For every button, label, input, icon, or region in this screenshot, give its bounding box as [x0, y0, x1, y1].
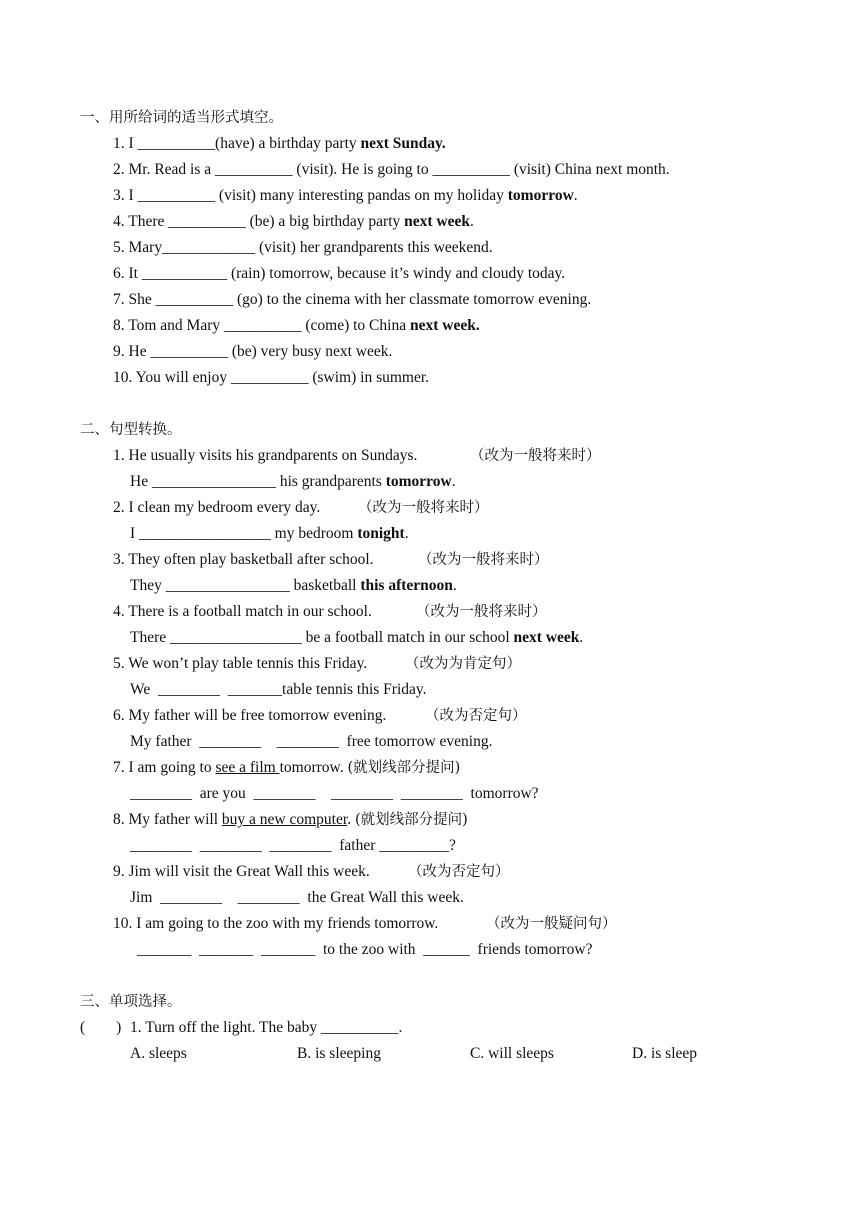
section1-heading: 一、用所给词的适当形式填空。 [80, 110, 283, 126]
transform-item-3-question: 3. They often play basketball after school. [113, 551, 374, 568]
fill-item-1: 1. I __________(have) a birthday party next Sunday. [113, 135, 446, 152]
fill-item-8: 8. Tom and Mary __________ (come) to China next week. [113, 317, 480, 334]
transform-item-9-answer: Jim ________ ________ the Great Wall this week. [130, 889, 464, 906]
mc-answer-bracket[interactable]: ( ) [80, 1019, 122, 1036]
transform-item-10-question: 10. I am going to the zoo with my friends tomorrow. [113, 915, 439, 932]
transform-item-5-answer: We ________ _______table tennis this Friday. [130, 681, 427, 698]
transform-item-10-instruction: （改为一般疑问句） [486, 916, 617, 932]
fill-item-9: 9. He __________ (be) very busy next week. [113, 343, 393, 360]
transform-item-2-instruction: （改为一般将来时） [358, 500, 489, 516]
transform-item-1-answer: He ________________ his grandparents tomorrow. [130, 473, 456, 490]
transform-item-6-question: 6. My father will be free tomorrow evening. [113, 707, 387, 724]
transform-item-5-question: 5. We won’t play table tennis this Friday. [113, 655, 368, 672]
transform-item-10-answer: _______ _______ _______ to the zoo with ______ friends tomorrow? [137, 941, 593, 958]
transform-item-3-instruction: （改为一般将来时） [418, 552, 549, 568]
underlined-phrase: see a film [215, 759, 280, 776]
mc-option-c[interactable]: C. will sleeps [470, 1045, 554, 1062]
section2-heading: 二、句型转换。 [80, 422, 182, 438]
transform-item-7-question: 7. I am going to see a film tomorrow. (就划线部分提问) [113, 759, 461, 776]
transform-item-4-answer: There _________________ be a football match in our school next week. [130, 629, 584, 646]
transform-item-8-question: 8. My father will buy a new computer. (就划线部分提问) [113, 811, 468, 828]
transform-item-8-answer: ________ ________ ________ father _________? [130, 837, 456, 854]
transform-item-2-question: 2. I clean my bedroom every day. [113, 499, 321, 516]
transform-item-7-instruction: (就划线部分提问) [347, 760, 461, 776]
transform-item-8-instruction: (就划线部分提问) [354, 812, 468, 828]
transform-item-5-instruction: （改为为肯定句） [405, 656, 521, 672]
transform-item-6-instruction: （改为否定句） [425, 708, 527, 724]
fill-item-10: 10. You will enjoy __________ (swim) in summer. [113, 369, 430, 386]
transform-item-7-answer: ________ are you ________ ________ ________ tomorrow? [130, 785, 539, 802]
transform-item-3-answer: They ________________ basketball this afternoon. [130, 577, 457, 594]
transform-item-6-answer: My father ________ ________ free tomorrow evening. [130, 733, 493, 750]
mc-option-d[interactable]: D. is sleep [632, 1045, 698, 1062]
mc-question-1: 1. Turn off the light. The baby __________. [130, 1019, 403, 1036]
transform-item-4-question: 4. There is a football match in our school. [113, 603, 372, 620]
fill-item-3: 3. I __________ (visit) many interesting pandas on my holiday tomorrow. [113, 187, 578, 204]
mc-option-b[interactable]: B. is sleeping [297, 1045, 381, 1062]
transform-item-1-instruction: （改为一般将来时） [470, 448, 601, 464]
fill-item-6: 6. It ___________ (rain) tomorrow, because it’s windy and cloudy today. [113, 265, 566, 282]
transform-item-9-instruction: （改为否定句） [408, 864, 510, 880]
fill-item-5: 5. Mary____________ (visit) her grandparents this weekend. [113, 239, 493, 256]
underlined-phrase: buy a new computer [221, 811, 348, 828]
fill-item-4: 4. There __________ (be) a big birthday party next week. [113, 213, 474, 230]
fill-item-7: 7. She __________ (go) to the cinema with her classmate tomorrow evening. [113, 291, 592, 308]
transform-item-9-question: 9. Jim will visit the Great Wall this week. [113, 863, 370, 880]
transform-item-1-question: 1. He usually visits his grandparents on Sundays. [113, 447, 418, 464]
fill-item-2: 2. Mr. Read is a __________ (visit). He is going to __________ (visit) China next month. [113, 161, 670, 178]
transform-item-2-answer: I _________________ my bedroom tonight. [130, 525, 409, 542]
section3-heading: 三、单项选择。 [80, 994, 182, 1010]
transform-item-4-instruction: （改为一般将来时） [416, 604, 547, 620]
mc-option-a[interactable]: A. sleeps [130, 1045, 187, 1062]
